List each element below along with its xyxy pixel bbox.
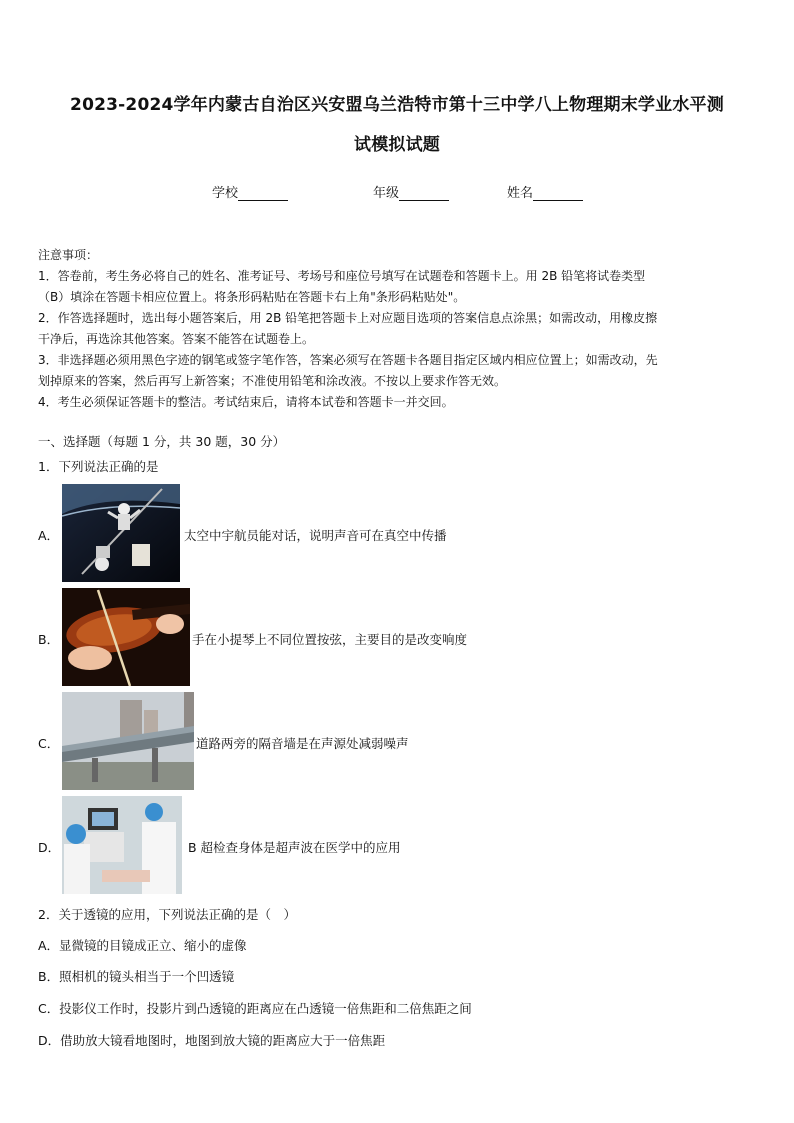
q2-option-b[interactable]: B．照相机的镜头相当于一个凹透镜 [38, 969, 235, 984]
q2-option-c[interactable]: C．投影仪工作时，投影片到凸透镜的距离应在凸透镜一倍焦距和二倍焦距之间 [38, 1001, 472, 1016]
option-text: B 超检查身体是超声波在医学中的应用 [188, 840, 401, 855]
violin-photo [62, 588, 190, 686]
section-heading: 一、选择题（每题 1 分，共 30 题，30 分） [38, 434, 286, 449]
grade-label: 年级 [373, 186, 400, 201]
exam-title-line2: 试模拟试题 [354, 135, 440, 155]
note-line: （B）填涂在答题卡相应位置上。将条形码粘贴在答题卡右上角"条形码粘贴处"。 [38, 290, 466, 304]
sound-barrier-photo [62, 692, 194, 790]
name-field[interactable] [507, 182, 583, 201]
option-letter: A． [38, 528, 60, 543]
question-2-stem: 2．关于透镜的应用，下列说法正确的是（ ） [38, 907, 296, 922]
ultrasound-photo [62, 796, 182, 894]
note-line: 4．考生必须保证答题卡的整洁。考试结束后，请将本试卷和答题卡一并交回。 [38, 395, 454, 409]
school-field[interactable] [212, 182, 288, 201]
q2-option-a[interactable]: A．显微镜的目镜成正立、缩小的虚像 [38, 938, 247, 953]
grade-field[interactable] [373, 182, 449, 201]
option-letter: D． [38, 840, 61, 855]
school-label: 学校 [212, 186, 239, 201]
option-text: 手在小提琴上不同位置按弦，主要目的是改变响度 [192, 632, 468, 647]
notes-block [38, 245, 758, 413]
note-line: 划掉原来的答案，然后再写上新答案；不准使用铅笔和涂改液。不按以上要求作答无效。 [38, 374, 507, 388]
option-text: 道路两旁的隔音墙是在声源处减弱噪声 [196, 736, 409, 751]
note-line: 3．非选择题必须用黑色字迹的钢笔或签字笔作答，答案必须写在答题卡各题目指定区域内相应位置上；如需改动，先 [38, 353, 658, 367]
grade-blank[interactable] [399, 187, 449, 201]
notes-heading: 注意事项： [38, 248, 99, 262]
note-line: 1．答卷前，考生务必将自己的姓名、准考证号、考场号和座位号填写在试题卷和答题卡上。用 2B 铅笔将试卷类型 [38, 269, 646, 283]
option-letter: B． [38, 632, 60, 647]
option-text: 太空中宇航员能对话，说明声音可在真空中传播 [184, 528, 447, 543]
option-letter: C． [38, 736, 60, 751]
exam-title-line1: 2023-2024学年内蒙古自治区兴安盟乌兰浩特市第十三中学八上物理期末学业水平测 [70, 95, 724, 115]
school-blank[interactable] [238, 187, 288, 201]
note-line: 2．作答选择题时，选出每小题答案后，用 2B 铅笔把答题卡上对应题目选项的答案信息点涂黑；如需改动，用橡皮擦 [38, 311, 658, 325]
name-blank[interactable] [533, 187, 583, 201]
name-label: 姓名 [507, 186, 534, 201]
q2-option-d[interactable]: D．借助放大镜看地图时，地图到放大镜的距离应大于一倍焦距 [38, 1033, 386, 1048]
question-1-stem: 1．下列说法正确的是 [38, 459, 159, 474]
astronaut-photo [62, 484, 180, 582]
note-line: 干净后，再选涂其他答案。答案不能答在试题卷上。 [38, 332, 315, 346]
